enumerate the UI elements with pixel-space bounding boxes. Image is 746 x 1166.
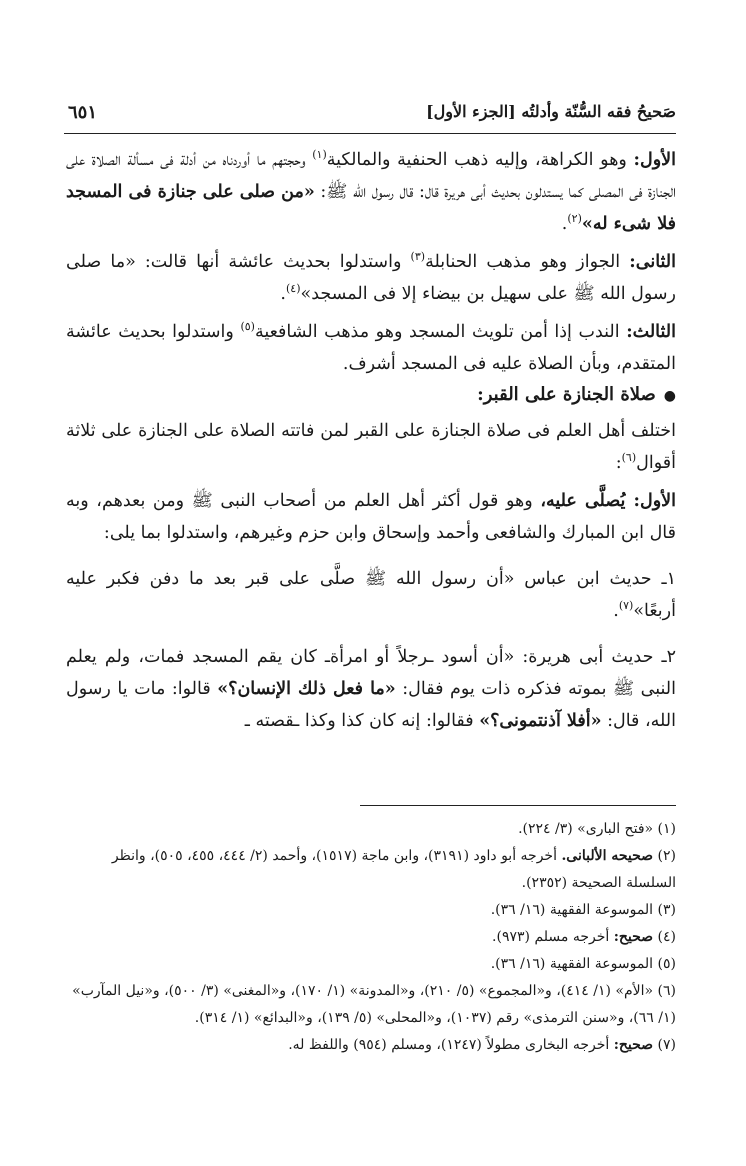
opinion-label: الثانى:: [629, 252, 677, 272]
footnote: [66, 816, 676, 843]
footnote-text: «فتح البارى» (٣/ ٢٢٤).: [518, 821, 654, 837]
footnote: [66, 951, 676, 978]
paragraph-text: فقالوا: إنه كان كذا وكذا ـقصته ـ: [244, 711, 480, 731]
footnote: [66, 897, 676, 924]
page-header: [64, 98, 676, 134]
paragraph-text: اختلف أهل العلم فى صلاة الجنازة على القبر لمن فاتته الصلاة على الجنازة على ثلاثة أقوال: [66, 421, 676, 473]
paragraph-grave-first: [66, 485, 676, 549]
paragraph-text: الجواز وهو مذهب الحنابلة: [425, 252, 630, 272]
paragraph-first-opinion: [66, 144, 676, 240]
footnote-ref[interactable]: (٦): [621, 451, 637, 465]
footnote-ref[interactable]: (٣): [410, 250, 426, 264]
footnote-number: (١): [657, 821, 676, 837]
footnote-number: (٢): [657, 848, 676, 864]
page-number: ٦٥١: [68, 102, 98, 123]
footnote-text: أخرجه البخارى مطولاً (١٢٤٧)، ومسلم (٩٥٤) واللفظ له.: [288, 1037, 614, 1053]
header-rule: [64, 133, 676, 134]
hadith-quote: «ما فعل ذلك الإنسان؟»: [217, 679, 396, 699]
footnote: [66, 843, 676, 897]
footnote: [66, 978, 676, 1032]
paragraph-text: وحجتهم ما أوردناه من أدلة فى مسألة الصلاة على الجنازة فى المصلى كما يستدلون بحديث أبى هريرة قال: قال رسول الله ﷺ:: [66, 150, 676, 202]
bullet-icon: ●: [663, 388, 676, 404]
footnote-ref[interactable]: (٥): [240, 320, 255, 334]
paragraph-text: .: [613, 601, 619, 621]
footnotes: [66, 816, 676, 1059]
paragraph-text: :: [615, 453, 622, 473]
paragraph-second-opinion: [66, 246, 676, 310]
hadith-quote: «من صلى على جنازة فى المسجد فلا شىء له»: [66, 182, 676, 234]
paragraph-text: .: [561, 214, 568, 234]
footnote-text: الموسوعة الفقهية (١٦/ ٣٦).: [490, 956, 654, 972]
opinion-label: الثالث:: [626, 322, 676, 342]
footnote-grade: صحيح:: [613, 929, 654, 945]
paragraph-text: الندب إذا أمن تلويث المسجد وهو مذهب الشافعية: [254, 322, 627, 342]
footnote-number: (٣): [657, 902, 676, 918]
footnote: [66, 1032, 676, 1059]
section-heading: [66, 384, 676, 405]
paragraph-text: قالوا: مات يا رسول الله، قال:: [66, 679, 676, 731]
paragraph-hadith-2: [66, 641, 676, 737]
footnote-number: (٧): [657, 1037, 676, 1053]
footnote-number: (٥): [657, 956, 676, 972]
footnote-text: أخرجه مسلم (٩٧٣).: [492, 929, 614, 945]
footnote-ref[interactable]: (٧): [618, 599, 634, 613]
footnote-text: الموسوعة الفقهية (١٦/ ٣٦).: [490, 902, 654, 918]
section-heading-text: صلاة الجنازة على القبر:: [477, 384, 656, 405]
footnote-rule: [360, 805, 676, 806]
footnote-ref[interactable]: (٢): [567, 212, 582, 226]
footnote-text: «الأم» (١/ ٤١٤)، و«المجموع» (٥/ ٢١٠)، و«المدونة» (١/ ١٧٠)، و«المغنى» (٣/ ٥٠٠)، و«نيل المآرب» (١/ ٦٦)، و«سنن الترمذى» رقم (١٠٣٧)، و«المحلى» (٥/ ١٣٩)، و«البدائع» (١/ ٣١٤).: [72, 983, 676, 1026]
paragraph-text: .: [280, 284, 286, 304]
paragraph-text: ١ـ حديث ابن عباس «أن رسول الله ﷺ صلَّى على قبر بعد ما دفن فكبر عليه أربعًا»: [66, 569, 676, 621]
footnote-grade: صحيحه الألبانى.: [561, 848, 654, 864]
footnote-ref[interactable]: (٤): [285, 282, 301, 296]
footnote-text: أخرجه أبو داود (٣١٩١)، وابن ماجة (١٥١٧)، وأحمد (٢/ ٤٤٤، ٤٥٥، ٥٠٥)، وانظر السلسلة الصحيحة (٢٣٥٢).: [111, 848, 676, 891]
opinion-label: الأول: يُصلَّى عليه،: [540, 491, 676, 511]
opinion-label: الأول:: [633, 150, 676, 170]
main-text: [66, 144, 676, 737]
paragraph-text: واستدلوا بحديث عائشة المتقدم، وبأن الصلاة عليه فى المسجد أشرف.: [66, 322, 676, 374]
footnote: [66, 924, 676, 951]
footnote-number: (٤): [657, 929, 676, 945]
hadith-quote: «أفلا آذنتمونى؟»: [479, 711, 602, 731]
paragraph-third-opinion: [66, 316, 676, 380]
footnote-grade: صحيح:: [613, 1037, 654, 1053]
paragraph-text: وهو الكراهة، وإليه ذهب الحنفية والمالكية: [326, 150, 634, 170]
paragraph-text: وهو قول أكثر أهل العلم من أصحاب النبى ﷺ ومن بعدهم، وبه قال ابن المبارك والشافعى وأحمد وإسحاق وابن حزم وغيرهم، واستدلوا بما يلى:: [66, 491, 676, 543]
footnote-number: (٦): [657, 983, 676, 999]
paragraph-text: واستدلوا بحديث عائشة أنها قالت: «ما صلى رسول الله ﷺ على سهيل بن بيضاء إلا فى المسجد»: [66, 252, 676, 304]
footnote-ref[interactable]: (١): [312, 148, 327, 162]
paragraph-hadith-1: [66, 563, 676, 627]
running-title: صَحيحُ فقه السُّنّة وأدلتُه [الجزء الأول]: [426, 102, 676, 121]
paragraph-text: ٢ـ حديث أبى هريرة: «أن أسود ـرجلاً أو امرأةـ كان يقم المسجد فمات، ولم يعلم النبى ﷺ بموته فذكره ذات يوم فقال:: [66, 647, 677, 699]
paragraph-intro: [66, 415, 676, 479]
